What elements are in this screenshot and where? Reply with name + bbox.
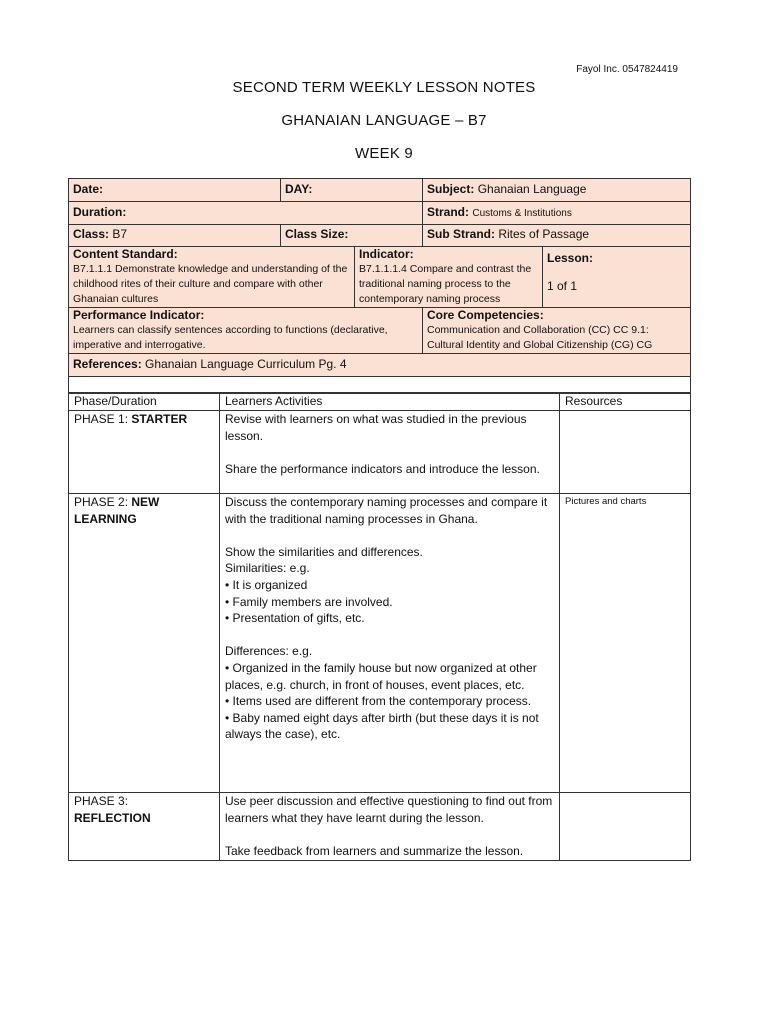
lesson-info-table bbox=[68, 178, 691, 394]
subject-value: Ghanaian Language bbox=[477, 182, 587, 196]
phase2-activity-1: Discuss the contemporary naming processes and compare it with the traditional naming processes in Ghana. bbox=[225, 495, 548, 526]
info-row-duration bbox=[69, 202, 691, 225]
similarities-label: Similarities: e.g. bbox=[225, 561, 310, 576]
similarity-item: • Family members are involved. bbox=[225, 594, 393, 609]
indicator-cell bbox=[355, 247, 543, 308]
similarity-item: • It is organized bbox=[225, 577, 308, 592]
performance-indicator-cell bbox=[69, 308, 423, 354]
phase2-activity-2: Show the similarities and differences. bbox=[225, 544, 423, 559]
core-competencies-cell bbox=[423, 308, 691, 354]
day-label: DAY: bbox=[285, 182, 313, 196]
core-competencies-value: Communication and Collaboration (CC) CC 9.1: Cultural Identity and Global Citizenship (CG) CG bbox=[427, 324, 653, 351]
content-standard-label: Content Standard: bbox=[73, 247, 178, 261]
phase1-cell bbox=[69, 411, 220, 494]
phase2-resources: Pictures and charts bbox=[560, 494, 691, 793]
references-label: References: bbox=[73, 357, 142, 371]
difference-item: • Baby named eight days after birth (but these days it is not always the case), etc. bbox=[225, 710, 539, 742]
indicator-value: B7.1.1.1.4 Compare and contrast the traditional naming process to the contemporary naming process bbox=[359, 263, 532, 305]
spacer-cell bbox=[69, 377, 691, 394]
subject-cell bbox=[423, 179, 691, 202]
phase3-activity-1: Use peer discussion and effective questioning to find out from learners what they have learnt during the lesson. bbox=[225, 794, 553, 825]
lesson-activities-table bbox=[68, 392, 691, 861]
difference-item: • Organized in the family house but now organized at other places, e.g. church, in front of houses, event places, etc. bbox=[225, 660, 537, 692]
references-value: Ghanaian Language Curriculum Pg. 4 bbox=[145, 357, 347, 371]
references-cell bbox=[69, 354, 691, 377]
info-row-performance bbox=[69, 308, 691, 354]
strand-cell bbox=[423, 202, 691, 225]
activities-header: Learners Activities bbox=[220, 393, 560, 411]
duration-cell bbox=[69, 202, 423, 225]
phase3-name: REFLECTION bbox=[74, 810, 151, 825]
phase1-activity-2: Share the performance indicators and introduce the lesson. bbox=[225, 461, 540, 476]
phase1-resources bbox=[560, 411, 691, 494]
class-value: B7 bbox=[112, 227, 128, 241]
week-title: WEEK 9 bbox=[355, 145, 413, 162]
duration-label: Duration: bbox=[73, 205, 127, 219]
phase3-prefix: PHASE 3: bbox=[74, 794, 129, 808]
class-size-label: Class Size: bbox=[285, 227, 349, 241]
info-row-references bbox=[69, 354, 691, 377]
core-competencies-label: Core Competencies: bbox=[427, 308, 544, 322]
phase1-name: STARTER bbox=[131, 412, 188, 426]
content-standard-value: B7.1.1.1 Demonstrate knowledge and understanding of the childhood rites of their culture and compare with other Ghanaian cultures bbox=[73, 263, 348, 305]
lesson-value: 1 of 1 bbox=[547, 279, 578, 293]
resources-header: Resources bbox=[560, 393, 691, 411]
document-title: SECOND TERM WEEKLY LESSON NOTES bbox=[232, 79, 536, 96]
sub-strand-value: Rites of Passage bbox=[498, 227, 590, 241]
class-label: Class: bbox=[73, 227, 110, 241]
similarity-item: • Presentation of gifts, etc. bbox=[225, 611, 365, 626]
performance-indicator-value: Learners can classify sentences according to functions (declarative, imperative and interrogative. bbox=[73, 324, 388, 351]
phase1-activities bbox=[220, 411, 560, 494]
strand-label: Strand: bbox=[427, 205, 469, 219]
content-standard-cell bbox=[69, 247, 355, 308]
phase2-activities bbox=[220, 494, 560, 793]
differences-label: Differences: e.g. bbox=[225, 644, 313, 659]
info-row-class bbox=[69, 225, 691, 247]
lesson-label: Lesson: bbox=[547, 251, 594, 265]
class-cell bbox=[69, 225, 281, 247]
lesson-number-cell bbox=[543, 247, 691, 308]
phase3-resources bbox=[560, 793, 691, 861]
indicator-label: Indicator: bbox=[359, 247, 414, 261]
info-row-standard bbox=[69, 247, 691, 308]
lesson-header-row bbox=[69, 393, 691, 411]
phase3-row bbox=[69, 793, 691, 861]
phase-header: Phase/Duration bbox=[69, 393, 220, 411]
phase3-cell bbox=[69, 793, 220, 861]
subject-label: Subject: bbox=[427, 182, 475, 196]
phase2-name: NEW LEARNING bbox=[74, 495, 160, 526]
phase3-activity-2: Take feedback from learners and summarize the lesson. bbox=[225, 843, 524, 858]
phase2-row bbox=[69, 494, 691, 793]
phase3-activities bbox=[220, 793, 560, 861]
info-row-date bbox=[69, 179, 691, 202]
date-label: Date: bbox=[73, 182, 104, 196]
subject-title: GHANAIAN LANGUAGE – B7 bbox=[281, 112, 487, 129]
phase1-activity-1: Revise with learners on what was studied in the previous lesson. bbox=[225, 412, 527, 443]
info-row-spacer bbox=[69, 377, 691, 394]
phase2-cell bbox=[69, 494, 220, 793]
phase1-prefix: PHASE 1: bbox=[74, 412, 129, 426]
sub-strand-cell bbox=[423, 225, 691, 247]
performance-indicator-label: Performance Indicator: bbox=[73, 308, 205, 322]
date-cell bbox=[69, 179, 281, 202]
publisher-reference: Fayol Inc. 0547824419 bbox=[576, 64, 678, 75]
phase1-row bbox=[69, 411, 691, 494]
day-cell bbox=[281, 179, 423, 202]
sub-strand-label: Sub Strand: bbox=[427, 227, 495, 241]
strand-value: Customs & Institutions bbox=[472, 208, 572, 219]
class-size-cell bbox=[281, 225, 423, 247]
difference-item: • Items used are different from the contemporary process. bbox=[225, 694, 532, 709]
phase2-prefix: PHASE 2: bbox=[74, 495, 129, 509]
